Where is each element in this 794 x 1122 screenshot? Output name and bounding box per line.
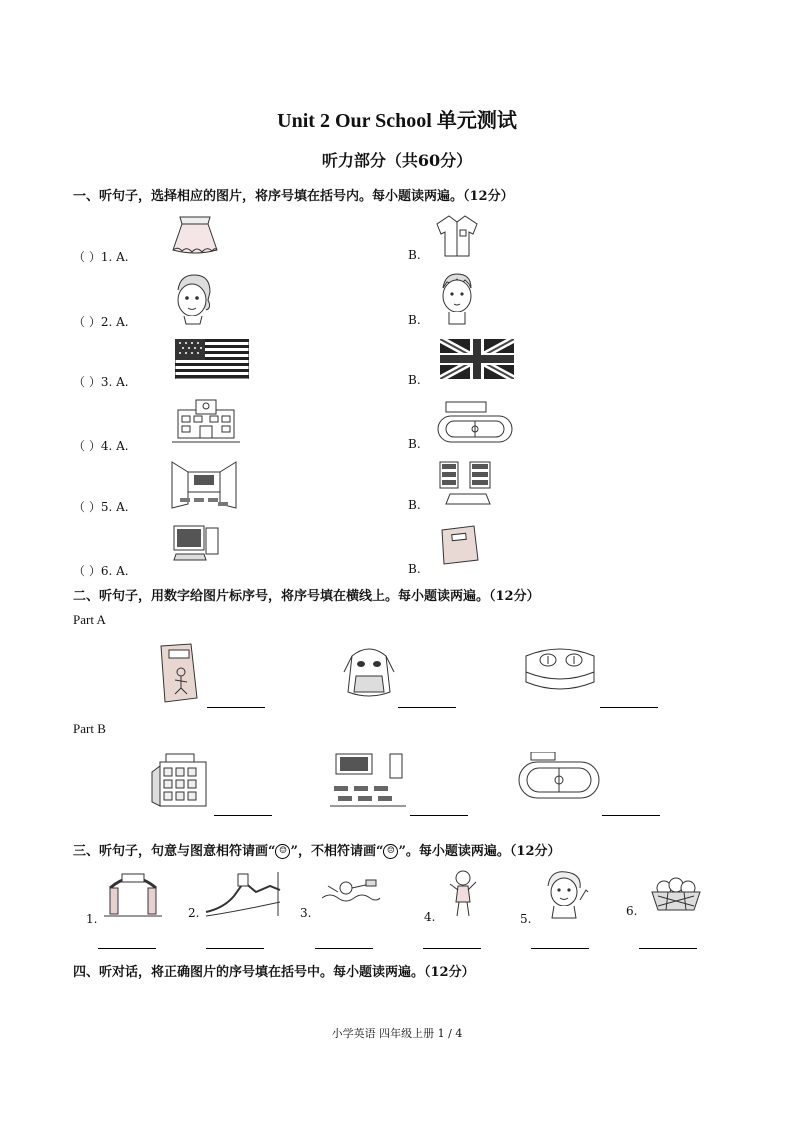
part-a-blank-1[interactable] bbox=[207, 706, 265, 708]
s3-item-6: 6. bbox=[626, 904, 638, 918]
section1-heading: 一、听句子，选择相应的图片，将序号填在括号内。每小题读两遍。（12分） bbox=[73, 189, 514, 204]
q2-b-label: B. bbox=[408, 313, 421, 327]
q3-b-label: B. bbox=[408, 373, 421, 387]
q5-label: （ ）5. A. bbox=[73, 500, 129, 514]
page-title: Unit 2 Our School 单元测试 bbox=[277, 110, 517, 132]
section4-heading: 四、听对话，将正确图片的序号填在括号中。每小题读两遍。（12分） bbox=[73, 965, 475, 980]
schoolbag-icon bbox=[340, 642, 398, 704]
q3-label: （ ）3. A. bbox=[73, 375, 129, 389]
page-footer: 小学英语 四年级上册 1 / 4 bbox=[331, 1027, 463, 1040]
classroom-icon bbox=[170, 460, 238, 510]
skirt-icon bbox=[170, 212, 220, 257]
section3-heading bbox=[73, 840, 561, 859]
q4-b-label: B. bbox=[408, 437, 421, 451]
library-building-icon bbox=[150, 752, 212, 810]
usa-flag-icon bbox=[175, 339, 249, 379]
section2-heading: 二、听句子，用数字给图片标序号，将序号填在横线上。每小题读两遍。（12分） bbox=[73, 589, 540, 604]
uk-flag-icon bbox=[440, 339, 514, 379]
part-b-blank-3[interactable] bbox=[602, 814, 660, 816]
s3-blank-3[interactable] bbox=[315, 947, 373, 949]
q6-b-label: B. bbox=[408, 562, 421, 576]
notebook-icon bbox=[436, 522, 480, 566]
pencil-case-icon bbox=[520, 642, 600, 698]
q5-b-label: B. bbox=[408, 498, 421, 512]
s3-item-4: 4. bbox=[424, 910, 436, 924]
q4-label: （ ）4. A. bbox=[73, 439, 129, 453]
part-b-label: Part B bbox=[73, 721, 106, 736]
part-b-blank-1[interactable] bbox=[214, 814, 272, 816]
boy-face-icon bbox=[437, 270, 477, 325]
s3-blank-4[interactable] bbox=[423, 947, 481, 949]
s3-item-2: 2. bbox=[188, 906, 200, 920]
part-a-blank-2[interactable] bbox=[398, 706, 456, 708]
fruit-basket-icon bbox=[648, 876, 704, 914]
s3-blank-2[interactable] bbox=[206, 947, 264, 949]
frown-icon: ☹ bbox=[383, 844, 398, 859]
classroom-scene-icon bbox=[330, 750, 406, 808]
swimming-icon bbox=[320, 874, 382, 910]
girl-face-icon bbox=[170, 270, 216, 325]
child-waving-icon bbox=[540, 868, 590, 920]
section3-heading-post: ”。每小题读两遍。（12分） bbox=[398, 844, 561, 859]
playground-icon bbox=[436, 400, 514, 446]
s3-item-1: 1. bbox=[86, 912, 98, 926]
q6-label: （ ）6. A. bbox=[73, 564, 129, 578]
great-wall-icon bbox=[204, 872, 282, 918]
section3-heading-mid: ”，不相符请画“ bbox=[290, 844, 384, 859]
section3-heading-pre: 三、听句子，句意与图意相符请画“ bbox=[73, 844, 276, 859]
s3-blank-5[interactable] bbox=[531, 947, 589, 949]
playground-track-icon bbox=[517, 752, 601, 802]
s3-item-3: 3. bbox=[300, 906, 312, 920]
page-subtitle: 听力部分（共60分） bbox=[321, 151, 473, 170]
s3-blank-1[interactable] bbox=[98, 947, 156, 949]
storybook-icon bbox=[153, 642, 201, 704]
q1-b-label: B. bbox=[408, 248, 421, 262]
smile-icon: ☺ bbox=[275, 844, 290, 859]
s3-blank-6[interactable] bbox=[639, 947, 697, 949]
girl-pointing-icon bbox=[448, 868, 478, 920]
school-building-icon bbox=[172, 398, 240, 444]
part-b-blank-2[interactable] bbox=[410, 814, 468, 816]
part-a-label: Part A bbox=[73, 612, 106, 627]
shirt-icon bbox=[433, 212, 481, 260]
q2-label: （ ）2. A. bbox=[73, 315, 129, 329]
s3-item-5: 5. bbox=[520, 912, 532, 926]
q1-label: （ ）1. A. bbox=[73, 250, 129, 264]
zoo-gate-icon bbox=[104, 868, 162, 918]
computer-icon bbox=[172, 524, 220, 562]
part-a-blank-3[interactable] bbox=[600, 706, 658, 708]
library-icon bbox=[436, 460, 494, 508]
